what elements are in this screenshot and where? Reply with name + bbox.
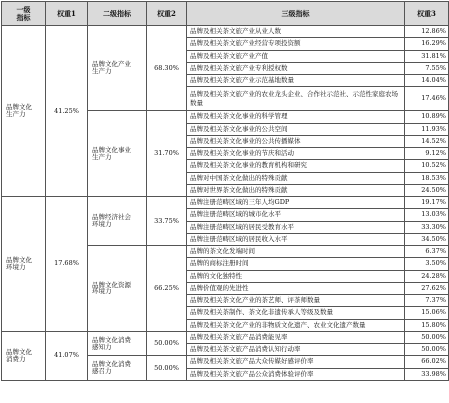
weight3-value: 31.81% [405,50,449,62]
level2-indicator: 品牌文化消费 感召力 [88,356,147,381]
weight3-value: 33.30% [405,221,449,233]
weight3-value: 18.53% [405,172,449,184]
level3-indicator: 品牌的商标注册时间 [187,258,405,270]
level3-indicator: 品牌及相关茶文旅产业的农业龙头企业、合作社示范社、示范性家庭农场数量 [187,87,405,111]
level2-indicator: 品牌文化资源 环境力 [88,246,147,332]
weight2-value: 50.00% [147,331,187,356]
level3-indicator: 品牌及相关茶文化事业的科学管理 [187,111,405,123]
level2-indicator: 品牌经济社会 环境力 [88,197,147,246]
level3-indicator: 品牌对中国茶文化做出的特殊贡献 [187,172,405,184]
level3-indicator: 品牌的茶文化发端时间 [187,246,405,258]
weight2-value: 33.75% [147,197,187,246]
level3-indicator: 品牌对世界茶文化做出的特殊贡献 [187,184,405,196]
weight3-value: 16.29% [405,38,449,50]
weight3-value: 7.37% [405,295,449,307]
level3-indicator: 品牌及相关茶文化事业的教育机构和研究 [187,160,405,172]
table-body [2,26,449,381]
weight1-value: 17.68% [46,197,88,332]
level3-indicator: 品牌及相关茶文旅产品消费认知行动率 [187,344,405,356]
weight3-value: 66.02% [405,356,449,368]
weight3-value: 24.50% [405,184,449,196]
weight3-value: 33.98% [405,368,449,380]
level3-indicator: 品牌及相关茶文化产业的非物质文化遗产、农业文化遗产数量 [187,319,405,331]
weight3-value: 24.28% [405,270,449,282]
weight3-value: 14.04% [405,75,449,87]
weight1-value: 41.25% [46,26,88,197]
weight3-value: 9.12% [405,148,449,160]
header-weight2: 权重2 [147,2,187,26]
weight3-value: 3.50% [405,258,449,270]
weight2-value: 50.00% [147,356,187,381]
header-level3: 三级指标 [187,2,405,26]
weight1-value: 41.07% [46,331,88,380]
level3-indicator: 品牌注册范畴区域的三年人均GDP [187,197,405,209]
header-row [2,2,449,26]
level3-indicator: 品牌及相关茶文化事业的节庆和活动 [187,148,405,160]
weight3-value: 11.93% [405,123,449,135]
level3-indicator: 品牌及相关茶文旅产业专利授权数 [187,62,405,74]
weight2-value: 66.25% [147,246,187,332]
level3-indicator: 品牌及相关茶文旅产品消费能见率 [187,331,405,343]
level3-indicator: 品牌及相关茶文旅产业产值 [187,50,405,62]
level3-indicator: 品牌及相关茶制作、茶文化非遗传承人等级及数量 [187,307,405,319]
level3-indicator: 品牌及相关茶文化产业的茶艺师、评茶师数量 [187,295,405,307]
weight3-value: 50.00% [405,331,449,343]
header-level2: 二级指标 [88,2,147,26]
level3-indicator: 品牌及相关茶文旅产业示范基地数量 [187,75,405,87]
level2-indicator: 品牌文化事业 生产力 [88,111,147,197]
weight3-value: 15.06% [405,307,449,319]
weight3-value: 19.17% [405,197,449,209]
weight3-value: 15.80% [405,319,449,331]
weight2-value: 31.70% [147,111,187,197]
level3-indicator: 品牌的文化独特性 [187,270,405,282]
weight3-value: 34.50% [405,233,449,245]
weight2-value: 68.30% [147,26,187,111]
weight3-value: 13.03% [405,209,449,221]
level3-indicator: 品牌及相关茶文旅产品大众传媒好感评价率 [187,356,405,368]
level1-indicator: 品牌文化 环境力 [2,197,46,332]
weight3-value: 10.52% [405,160,449,172]
header-level1: 一级 指标 [2,2,46,26]
header-weight1: 权重1 [46,2,88,26]
level3-indicator: 品牌注册范畴区域的居民收入水平 [187,233,405,245]
weight3-value: 12.86% [405,26,449,38]
level3-indicator: 品牌注册范畴区域的居民受教育水平 [187,221,405,233]
weight3-value: 7.55% [405,62,449,74]
level2-indicator: 品牌文化产业 生产力 [88,26,147,111]
table-row [2,26,449,38]
weight3-value: 27.62% [405,282,449,294]
weight3-value: 17.46% [405,87,449,111]
header-weight3: 权重3 [405,2,449,26]
level2-indicator: 品牌文化消费 感知力 [88,331,147,356]
level3-indicator: 品牌注册范畴区域的城市化水平 [187,209,405,221]
level3-indicator: 品牌价值观的先进性 [187,282,405,294]
level3-indicator: 品牌及相关茶文化事业的公共传播媒体 [187,135,405,147]
level3-indicator: 品牌及相关茶文化事业的公共空间 [187,123,405,135]
level3-indicator: 品牌及相关茶文旅产业经营专项投资额 [187,38,405,50]
level3-indicator: 品牌及相关茶文旅产品公众消费体验评价率 [187,368,405,380]
level1-indicator: 品牌文化 生产力 [2,26,46,197]
indicator-table-container [1,1,448,402]
level1-indicator: 品牌文化 消费力 [2,331,46,380]
weight3-value: 6.37% [405,246,449,258]
table-row [2,331,449,343]
weight3-value: 14.52% [405,135,449,147]
weight3-value: 10.89% [405,111,449,123]
table-row [2,197,449,209]
indicator-weight-table [1,1,449,381]
weight3-value: 50.00% [405,344,449,356]
level3-indicator: 品牌及相关茶文旅产业从业人数 [187,26,405,38]
